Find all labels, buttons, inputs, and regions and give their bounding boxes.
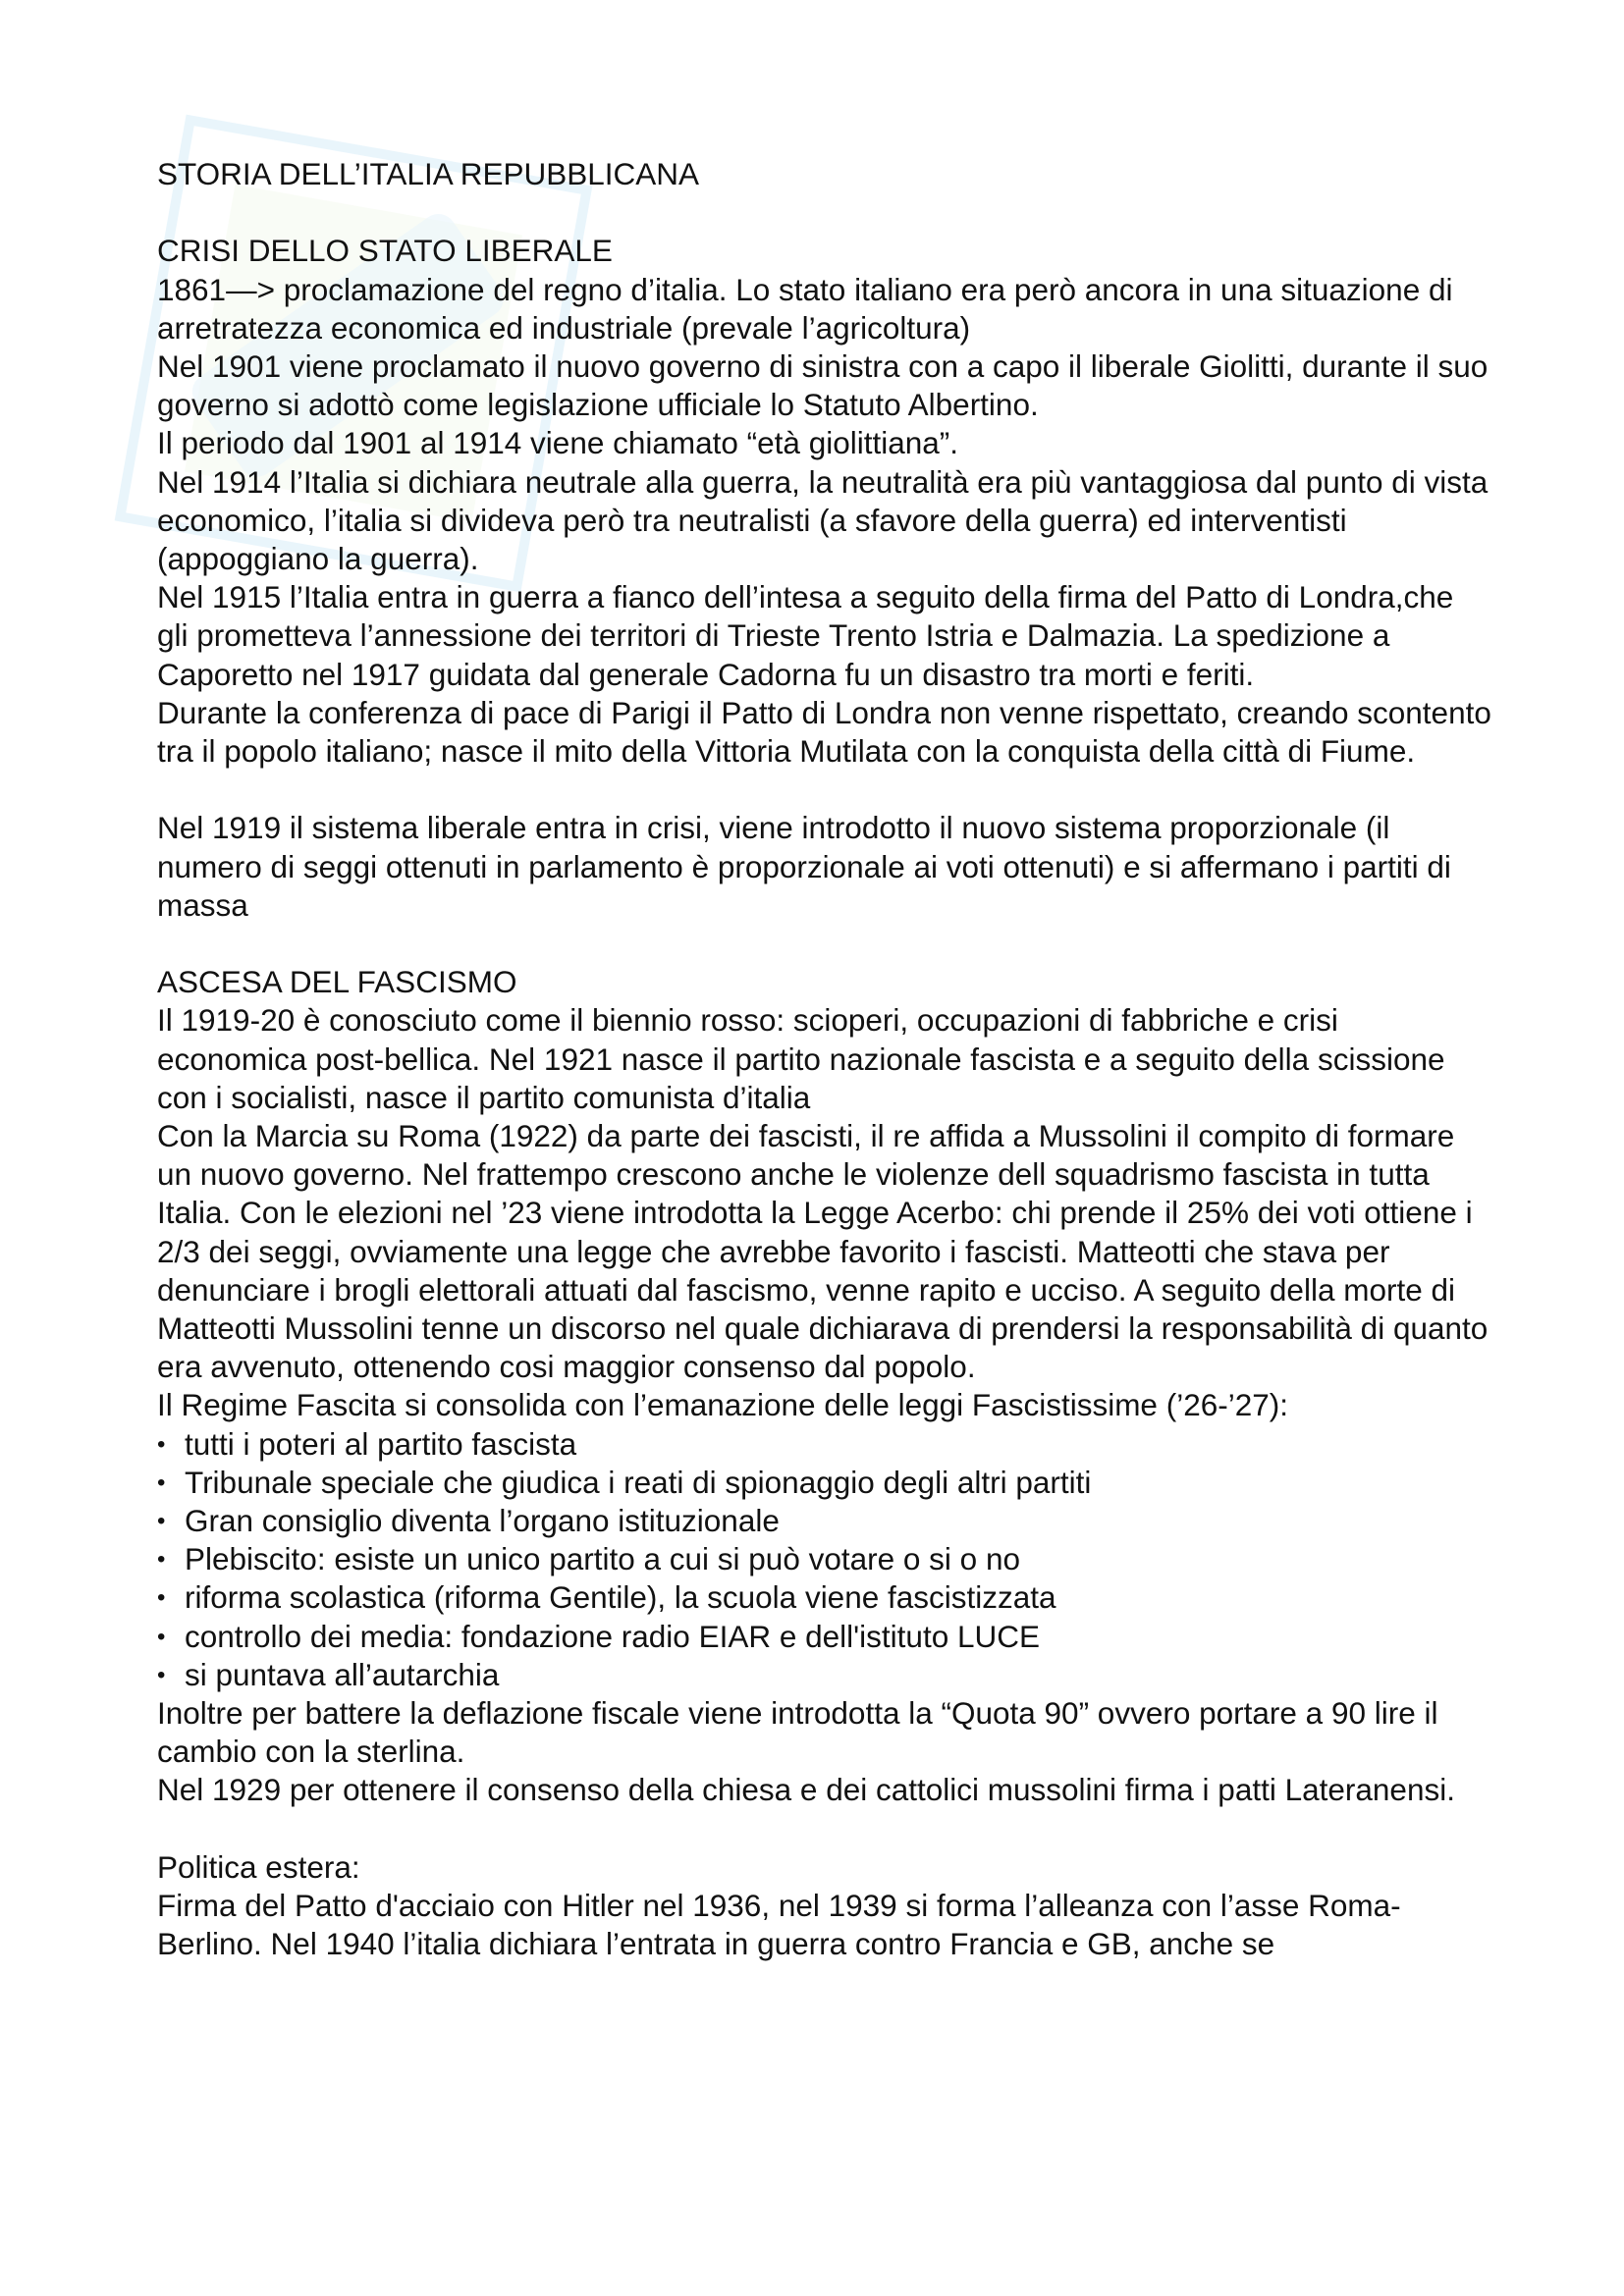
paragraph: Inoltre per battere la deflazione fiscale viene introdotta la “Quota 90” ovvero portare a 90 lire il cambio con la sterlina. xyxy=(157,1695,1438,1770)
bullet-item: • riforma scolastica (riforma Gentile), la scuola viene fascistizzata xyxy=(157,1578,1492,1617)
paragraph: 1861—> proclamazione del regno d’italia. Lo stato italiano era però ancora in una situazione di arretratezza economica ed industriale (prevale l’agricoltura) xyxy=(157,271,1453,346)
bullet-item: • controllo dei media: fondazione radio EIAR e dell'istituto LUCE xyxy=(157,1618,1492,1656)
spacer xyxy=(157,925,1492,963)
paragraph: Nel 1919 il sistema liberale entra in crisi, viene introdotto il nuovo sistema proporzionale (il numero di seggi ottenuti in parlamento è proporzionale ai voti ottenuti) e si affermano i partiti di massa xyxy=(157,810,1451,923)
bullet-item: • si puntava all’autarchia xyxy=(157,1656,1492,1694)
bullet-item: • tutti i poteri al partito fascista xyxy=(157,1425,1492,1464)
section-heading-fascismo: ASCESA DEL FASCISMO xyxy=(157,964,517,1000)
spacer xyxy=(157,1810,1492,1848)
spacer xyxy=(157,771,1492,809)
paragraph: Durante la conferenza di pace di Parigi il Patto di Londra non venne rispettato, creando scontento tra il popolo italiano; nasce il mito della Vittoria Mutilata con la conquista della città di Fiume. xyxy=(157,694,1491,770)
paragraph: Il 1919-20 è conosciuto come il biennio rosso: scioperi, occupazioni di fabbriche e crisi economica post-bellica. Nel 1921 nasce il partito nazionale fascista e a seguito della scissione con i socialisti, nasce il partito comunista d’italia xyxy=(157,1002,1445,1115)
paragraph: Nel 1901 viene proclamato il nuovo governo di sinistra con a capo il liberale Giolitti, durante il suo governo si adottò come legislazione ufficiale lo Statuto Albertino. xyxy=(157,348,1489,423)
document-title: STORIA DELL’ITALIA REPUBBLICANA xyxy=(157,156,700,191)
paragraph: Nel 1914 l’Italia si dichiara neutrale alla guerra, la neutralità era più vantaggiosa dal punto di vista economico, l’italia si divideva però tra neutralisti (a sfavore della guerra) ed interventisti (appoggiano la guerra). xyxy=(157,463,1489,577)
section-heading-politica-estera: Politica estera: xyxy=(157,1848,360,1885)
bullet-list-leggi-fascistissime xyxy=(157,1425,1492,1694)
paragraph: Firma del Patto d'acciaio con Hitler nel 1936, nel 1939 si forma l’alleanza con l’asse Roma-Berlino. Nel 1940 l’italia dichiara l’entrata in guerra contro Francia e GB, anche se xyxy=(157,1888,1401,1962)
paragraph: Nel 1929 per ottenere il consenso della chiesa e dei cattolici mussolini firma i patti Lateranensi. xyxy=(157,1772,1455,1808)
paragraph: Nel 1915 l’Italia entra in guerra a fianco dell’intesa a seguito della firma del Patto di Londra,che gli prometteva l’annessione dei territori di Trieste Trento Istria e Dalmazia. La spedizione a Caporetto nel 1917 guidata dal generale Cadorna fu un disastro tra morti e feriti. xyxy=(157,579,1454,692)
section-heading-crisi: CRISI DELLO STATO LIBERALE xyxy=(157,233,613,269)
paragraph: Con la Marcia su Roma (1922) da parte dei fascisti, il re affida a Mussolini il compito di formare un nuovo governo. Nel frattempo crescono anche le violenze dell squadrismo fascista in tutta Italia. Con le elezioni nel ’23 viene introdotta la Legge Acerbo: chi prende il 25% dei voti ottiene i 2/3 dei seggi, ovviamente una legge che avrebbe favorito i fascisti. Matteotti che stava per denunciare i brogli elettorali attuati dal fascismo, venne rapito e ucciso. A seguito della morte di Matteotti Mussolini tenne un discorso nel quale dichiarava di prendersi la responsabilità di quanto era avvenuto, ottenendo cosi maggior consenso dal popolo. xyxy=(157,1118,1489,1385)
bullet-item: • Tribunale speciale che giudica i reati di spionaggio degli altri partiti xyxy=(157,1464,1492,1502)
paragraph: Il periodo dal 1901 al 1914 viene chiamato “età giolittiana”. xyxy=(157,425,959,461)
document-page xyxy=(157,155,1492,1963)
bullet-item: • Plebiscito: esiste un unico partito a cui si può votare o si o no xyxy=(157,1540,1492,1578)
bullet-item: • Gran consiglio diventa l’organo istituzionale xyxy=(157,1502,1492,1540)
paragraph: Il Regime Fascita si consolida con l’emanazione delle leggi Fascistissime (’26-’27): xyxy=(157,1387,1288,1423)
